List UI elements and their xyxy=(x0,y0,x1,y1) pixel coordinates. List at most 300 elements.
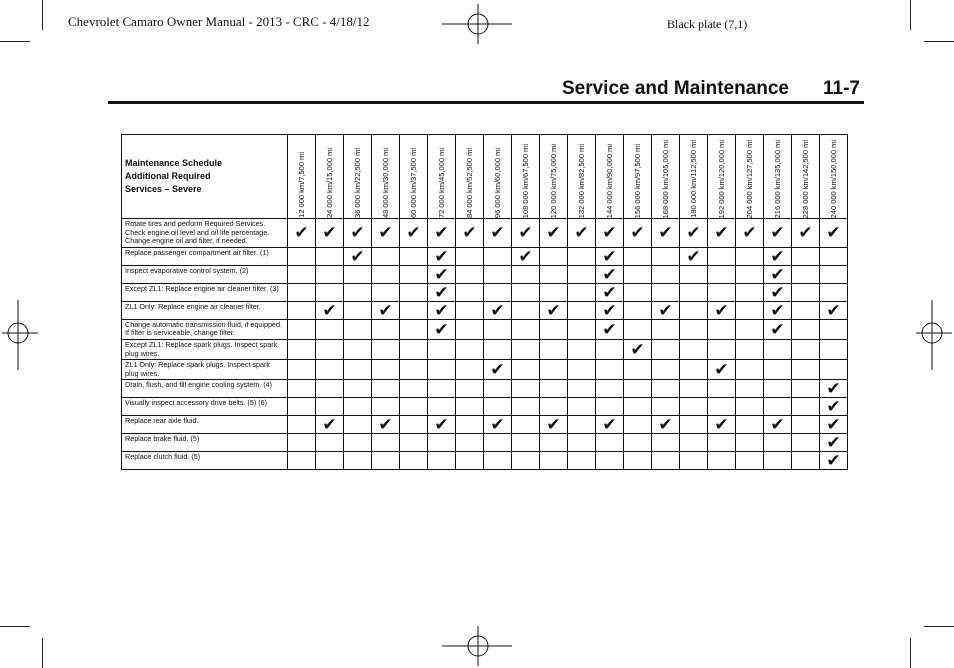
empty-cell xyxy=(708,434,736,452)
empty-cell xyxy=(288,416,316,434)
empty-cell xyxy=(372,380,400,398)
check-mark-icon: ✔ xyxy=(596,301,624,319)
empty-cell xyxy=(708,283,736,301)
empty-cell xyxy=(736,398,764,416)
check-mark-icon: ✔ xyxy=(428,247,456,265)
empty-cell xyxy=(540,283,568,301)
empty-cell xyxy=(344,301,372,319)
check-mark-icon: ✔ xyxy=(652,416,680,434)
interval-header xyxy=(316,135,344,219)
empty-cell xyxy=(456,265,484,283)
interval-label: 60 000 km/37,500 mi xyxy=(409,147,418,218)
empty-cell xyxy=(540,247,568,265)
interval-header xyxy=(708,135,736,219)
check-mark-icon: ✔ xyxy=(792,219,820,248)
empty-cell xyxy=(372,434,400,452)
empty-cell xyxy=(428,380,456,398)
empty-cell xyxy=(820,247,848,265)
empty-cell xyxy=(596,360,624,380)
empty-cell xyxy=(624,360,652,380)
empty-cell xyxy=(736,360,764,380)
empty-cell xyxy=(540,265,568,283)
empty-cell xyxy=(708,398,736,416)
empty-cell xyxy=(428,434,456,452)
empty-cell xyxy=(624,416,652,434)
interval-header xyxy=(680,135,708,219)
maintenance-schedule-table xyxy=(121,134,848,470)
registration-mark-bottom xyxy=(440,626,520,666)
empty-cell xyxy=(288,434,316,452)
registration-mark-left xyxy=(0,300,40,380)
interval-label: 180 000 km/112,500 mi xyxy=(689,140,698,218)
empty-cell xyxy=(344,452,372,470)
empty-cell xyxy=(624,452,652,470)
empty-cell xyxy=(540,339,568,359)
service-item: Replace clutch fluid. (5) xyxy=(122,452,288,470)
empty-cell xyxy=(344,380,372,398)
empty-cell xyxy=(484,339,512,359)
empty-cell xyxy=(764,434,792,452)
interval-header xyxy=(596,135,624,219)
empty-cell xyxy=(680,360,708,380)
crop-mark xyxy=(42,0,43,30)
check-mark-icon: ✔ xyxy=(708,219,736,248)
check-mark-icon: ✔ xyxy=(764,416,792,434)
interval-header xyxy=(512,135,540,219)
check-mark-icon: ✔ xyxy=(428,319,456,339)
service-item: ZL1 Only: Replace spark plugs. Inspect spark plug wires. xyxy=(122,360,288,380)
interval-header xyxy=(736,135,764,219)
check-mark-icon: ✔ xyxy=(820,452,848,470)
check-mark-icon: ✔ xyxy=(428,416,456,434)
empty-cell xyxy=(400,247,428,265)
title-rule xyxy=(108,101,864,104)
empty-cell xyxy=(652,380,680,398)
empty-cell xyxy=(400,398,428,416)
empty-cell xyxy=(344,398,372,416)
empty-cell xyxy=(652,283,680,301)
interval-header xyxy=(456,135,484,219)
crop-mark xyxy=(0,626,30,627)
check-mark-icon: ✔ xyxy=(316,416,344,434)
interval-header xyxy=(624,135,652,219)
service-item: Inspect evaporative control system. (2) xyxy=(122,265,288,283)
crop-mark xyxy=(910,638,911,668)
empty-cell xyxy=(484,452,512,470)
empty-cell xyxy=(400,380,428,398)
interval-label: 12 000 km/7,500 mi xyxy=(297,152,306,218)
interval-label: 240 000 km/150,000 mi xyxy=(829,139,838,218)
table-row xyxy=(122,360,848,380)
empty-cell xyxy=(400,301,428,319)
empty-cell xyxy=(792,319,820,339)
service-item: Change automatic transmission fluid, if equipped. If filter is serviceable, change filter. xyxy=(122,319,288,339)
empty-cell xyxy=(400,265,428,283)
check-mark-icon: ✔ xyxy=(708,360,736,380)
empty-cell xyxy=(792,283,820,301)
empty-cell xyxy=(568,265,596,283)
table-row xyxy=(122,434,848,452)
empty-cell xyxy=(792,247,820,265)
empty-cell xyxy=(568,247,596,265)
table-row xyxy=(122,283,848,301)
check-mark-icon: ✔ xyxy=(624,339,652,359)
empty-cell xyxy=(428,360,456,380)
empty-cell xyxy=(568,434,596,452)
check-mark-icon: ✔ xyxy=(652,301,680,319)
check-mark-icon: ✔ xyxy=(456,219,484,248)
check-mark-icon: ✔ xyxy=(484,219,512,248)
check-mark-icon: ✔ xyxy=(400,219,428,248)
empty-cell xyxy=(400,339,428,359)
check-mark-icon: ✔ xyxy=(680,219,708,248)
service-item: Drain, flush, and fill engine cooling system. (4) xyxy=(122,380,288,398)
empty-cell xyxy=(652,339,680,359)
empty-cell xyxy=(764,360,792,380)
check-mark-icon: ✔ xyxy=(652,219,680,248)
empty-cell xyxy=(820,283,848,301)
empty-cell xyxy=(652,265,680,283)
empty-cell xyxy=(596,452,624,470)
empty-cell xyxy=(764,380,792,398)
empty-cell xyxy=(792,339,820,359)
empty-cell xyxy=(316,452,344,470)
empty-cell xyxy=(680,434,708,452)
header-line: Maintenance Schedule xyxy=(125,158,223,168)
check-mark-icon: ✔ xyxy=(820,219,848,248)
interval-label: 144 000 km/90,000 mi xyxy=(605,143,614,218)
empty-cell xyxy=(344,265,372,283)
empty-cell xyxy=(484,434,512,452)
empty-cell xyxy=(792,380,820,398)
empty-cell xyxy=(792,434,820,452)
empty-cell xyxy=(624,319,652,339)
empty-cell xyxy=(288,247,316,265)
interval-label: 72 000 km/45,000 mi xyxy=(437,147,446,218)
empty-cell xyxy=(372,452,400,470)
empty-cell xyxy=(568,452,596,470)
empty-cell xyxy=(316,319,344,339)
check-mark-icon: ✔ xyxy=(372,219,400,248)
check-mark-icon: ✔ xyxy=(820,434,848,452)
empty-cell xyxy=(344,434,372,452)
check-mark-icon: ✔ xyxy=(596,283,624,301)
interval-header xyxy=(792,135,820,219)
empty-cell xyxy=(652,247,680,265)
interval-label: 24 000 km/15,000 mi xyxy=(325,147,334,218)
check-mark-icon: ✔ xyxy=(764,283,792,301)
check-mark-icon: ✔ xyxy=(372,301,400,319)
empty-cell xyxy=(540,434,568,452)
empty-cell xyxy=(624,265,652,283)
check-mark-icon: ✔ xyxy=(764,219,792,248)
empty-cell xyxy=(708,339,736,359)
empty-cell xyxy=(372,283,400,301)
empty-cell xyxy=(512,319,540,339)
empty-cell xyxy=(288,319,316,339)
empty-cell xyxy=(316,265,344,283)
empty-cell xyxy=(512,434,540,452)
empty-cell xyxy=(820,265,848,283)
empty-cell xyxy=(540,452,568,470)
empty-cell xyxy=(652,398,680,416)
empty-cell xyxy=(680,380,708,398)
empty-cell xyxy=(316,434,344,452)
check-mark-icon: ✔ xyxy=(596,219,624,248)
plate-info-left: Chevrolet Camaro Owner Manual - 2013 - CRC - 4/18/12 xyxy=(68,14,370,29)
empty-cell xyxy=(512,380,540,398)
crop-mark xyxy=(42,638,43,668)
interval-label: 216 000 km/135,000 mi xyxy=(773,139,782,218)
interval-header xyxy=(568,135,596,219)
empty-cell xyxy=(820,339,848,359)
empty-cell xyxy=(456,339,484,359)
interval-label: 120 000 km/75,000 mi xyxy=(549,143,558,218)
table-header-label xyxy=(122,135,288,219)
empty-cell xyxy=(596,380,624,398)
empty-cell xyxy=(288,265,316,283)
empty-cell xyxy=(456,398,484,416)
interval-label: 48 000 km/30,000 mi xyxy=(381,147,390,218)
empty-cell xyxy=(484,319,512,339)
empty-cell xyxy=(316,380,344,398)
empty-cell xyxy=(736,434,764,452)
service-item: Replace brake fluid. (5) xyxy=(122,434,288,452)
check-mark-icon: ✔ xyxy=(820,416,848,434)
empty-cell xyxy=(484,283,512,301)
service-item: ZL1 Only: Replace engine air cleaner filter. xyxy=(122,301,288,319)
empty-cell xyxy=(512,265,540,283)
empty-cell xyxy=(428,398,456,416)
empty-cell xyxy=(372,360,400,380)
check-mark-icon: ✔ xyxy=(680,247,708,265)
empty-cell xyxy=(484,380,512,398)
empty-cell xyxy=(288,380,316,398)
interval-header xyxy=(400,135,428,219)
empty-cell xyxy=(456,301,484,319)
empty-cell xyxy=(484,247,512,265)
empty-cell xyxy=(372,398,400,416)
check-mark-icon: ✔ xyxy=(484,416,512,434)
check-mark-icon: ✔ xyxy=(596,319,624,339)
interval-label: 96 000 km/60,000 mi xyxy=(493,147,502,218)
empty-cell xyxy=(512,360,540,380)
empty-cell xyxy=(680,416,708,434)
empty-cell xyxy=(624,380,652,398)
empty-cell xyxy=(792,301,820,319)
empty-cell xyxy=(568,398,596,416)
empty-cell xyxy=(624,283,652,301)
interval-header xyxy=(484,135,512,219)
empty-cell xyxy=(624,398,652,416)
empty-cell xyxy=(680,452,708,470)
empty-cell xyxy=(400,360,428,380)
empty-cell xyxy=(764,398,792,416)
interval-header xyxy=(288,135,316,219)
crop-mark xyxy=(924,41,954,42)
check-mark-icon: ✔ xyxy=(708,301,736,319)
check-mark-icon: ✔ xyxy=(540,301,568,319)
empty-cell xyxy=(652,360,680,380)
empty-cell xyxy=(540,398,568,416)
page-number: 11-7 xyxy=(823,78,860,99)
empty-cell xyxy=(344,319,372,339)
table-row xyxy=(122,339,848,359)
empty-cell xyxy=(456,416,484,434)
check-mark-icon: ✔ xyxy=(484,360,512,380)
check-mark-icon: ✔ xyxy=(596,247,624,265)
empty-cell xyxy=(400,319,428,339)
empty-cell xyxy=(736,380,764,398)
interval-label: 132 000 km/82,500 mi xyxy=(577,143,586,218)
empty-cell xyxy=(512,283,540,301)
check-mark-icon: ✔ xyxy=(344,247,372,265)
empty-cell xyxy=(736,265,764,283)
empty-cell xyxy=(288,301,316,319)
check-mark-icon: ✔ xyxy=(708,416,736,434)
table-row xyxy=(122,319,848,339)
empty-cell xyxy=(736,283,764,301)
check-mark-icon: ✔ xyxy=(764,301,792,319)
interval-label: 168 000 km/105,000 mi xyxy=(661,139,670,218)
check-mark-icon: ✔ xyxy=(428,265,456,283)
check-mark-icon: ✔ xyxy=(764,265,792,283)
empty-cell xyxy=(820,360,848,380)
empty-cell xyxy=(624,301,652,319)
empty-cell xyxy=(288,283,316,301)
empty-cell xyxy=(400,416,428,434)
empty-cell xyxy=(344,416,372,434)
empty-cell xyxy=(512,398,540,416)
empty-cell xyxy=(568,283,596,301)
interval-header xyxy=(652,135,680,219)
empty-cell xyxy=(680,301,708,319)
empty-cell xyxy=(596,434,624,452)
empty-cell xyxy=(736,339,764,359)
interval-header xyxy=(820,135,848,219)
empty-cell xyxy=(568,380,596,398)
check-mark-icon: ✔ xyxy=(820,398,848,416)
service-item: Except ZL1: Replace spark plugs. Inspect spark plug wires. xyxy=(122,339,288,359)
empty-cell xyxy=(736,416,764,434)
service-item: Replace rear axle fluid. xyxy=(122,416,288,434)
empty-cell xyxy=(764,452,792,470)
empty-cell xyxy=(428,452,456,470)
check-mark-icon: ✔ xyxy=(428,219,456,248)
empty-cell xyxy=(316,283,344,301)
empty-cell xyxy=(792,452,820,470)
empty-cell xyxy=(680,319,708,339)
empty-cell xyxy=(288,452,316,470)
empty-cell xyxy=(624,247,652,265)
interval-label: 108 000 km/67,500 mi xyxy=(521,143,530,218)
empty-cell xyxy=(680,283,708,301)
empty-cell xyxy=(512,452,540,470)
empty-cell xyxy=(652,452,680,470)
empty-cell xyxy=(316,339,344,359)
empty-cell xyxy=(792,398,820,416)
table-row xyxy=(122,398,848,416)
empty-cell xyxy=(512,301,540,319)
empty-cell xyxy=(596,339,624,359)
table-row xyxy=(122,219,848,248)
empty-cell xyxy=(736,247,764,265)
check-mark-icon: ✔ xyxy=(596,416,624,434)
service-item: Rotate tires and perform Required Services. Check engine oil level and oil life percentage. Change engine oil and filter, if needed. xyxy=(122,219,288,248)
interval-header xyxy=(540,135,568,219)
empty-cell xyxy=(568,360,596,380)
service-item: Except ZL1: Replace engine air cleaner filter. (3) xyxy=(122,283,288,301)
check-mark-icon: ✔ xyxy=(344,219,372,248)
section-header xyxy=(560,78,860,100)
interval-header xyxy=(764,135,792,219)
header-line: Services – Severe xyxy=(125,184,202,194)
check-mark-icon: ✔ xyxy=(512,247,540,265)
empty-cell xyxy=(652,319,680,339)
interval-label: 192 000 km/120,000 mi xyxy=(717,139,726,218)
table-row xyxy=(122,301,848,319)
check-mark-icon: ✔ xyxy=(540,416,568,434)
interval-header xyxy=(428,135,456,219)
table-row xyxy=(122,380,848,398)
empty-cell xyxy=(764,339,792,359)
check-mark-icon: ✔ xyxy=(540,219,568,248)
table-row xyxy=(122,265,848,283)
empty-cell xyxy=(708,319,736,339)
empty-cell xyxy=(540,319,568,339)
check-mark-icon: ✔ xyxy=(624,219,652,248)
empty-cell xyxy=(568,416,596,434)
empty-cell xyxy=(540,380,568,398)
empty-cell xyxy=(288,398,316,416)
empty-cell xyxy=(512,339,540,359)
empty-cell xyxy=(400,434,428,452)
check-mark-icon: ✔ xyxy=(820,380,848,398)
interval-label: 36 000 km/22,500 mi xyxy=(353,147,362,218)
empty-cell xyxy=(680,398,708,416)
interval-header xyxy=(372,135,400,219)
empty-cell xyxy=(344,339,372,359)
section-title: Service and Maintenance xyxy=(561,78,790,99)
check-mark-icon: ✔ xyxy=(316,301,344,319)
empty-cell xyxy=(400,452,428,470)
interval-label: 204 000 km/127,500 mi xyxy=(745,139,754,218)
check-mark-icon: ✔ xyxy=(764,319,792,339)
empty-cell xyxy=(456,452,484,470)
check-mark-icon: ✔ xyxy=(764,247,792,265)
empty-cell xyxy=(316,247,344,265)
empty-cell xyxy=(288,360,316,380)
interval-label: 84 000 km/52,500 mi xyxy=(465,147,474,218)
empty-cell xyxy=(456,434,484,452)
empty-cell xyxy=(680,265,708,283)
empty-cell xyxy=(708,380,736,398)
table-row xyxy=(122,416,848,434)
empty-cell xyxy=(372,265,400,283)
empty-cell xyxy=(428,339,456,359)
check-mark-icon: ✔ xyxy=(512,219,540,248)
table-row xyxy=(122,247,848,265)
empty-cell xyxy=(372,247,400,265)
empty-cell xyxy=(316,398,344,416)
empty-cell xyxy=(400,283,428,301)
empty-cell xyxy=(680,339,708,359)
empty-cell xyxy=(456,360,484,380)
empty-cell xyxy=(708,247,736,265)
crop-mark xyxy=(910,0,911,30)
empty-cell xyxy=(736,301,764,319)
empty-cell xyxy=(624,434,652,452)
